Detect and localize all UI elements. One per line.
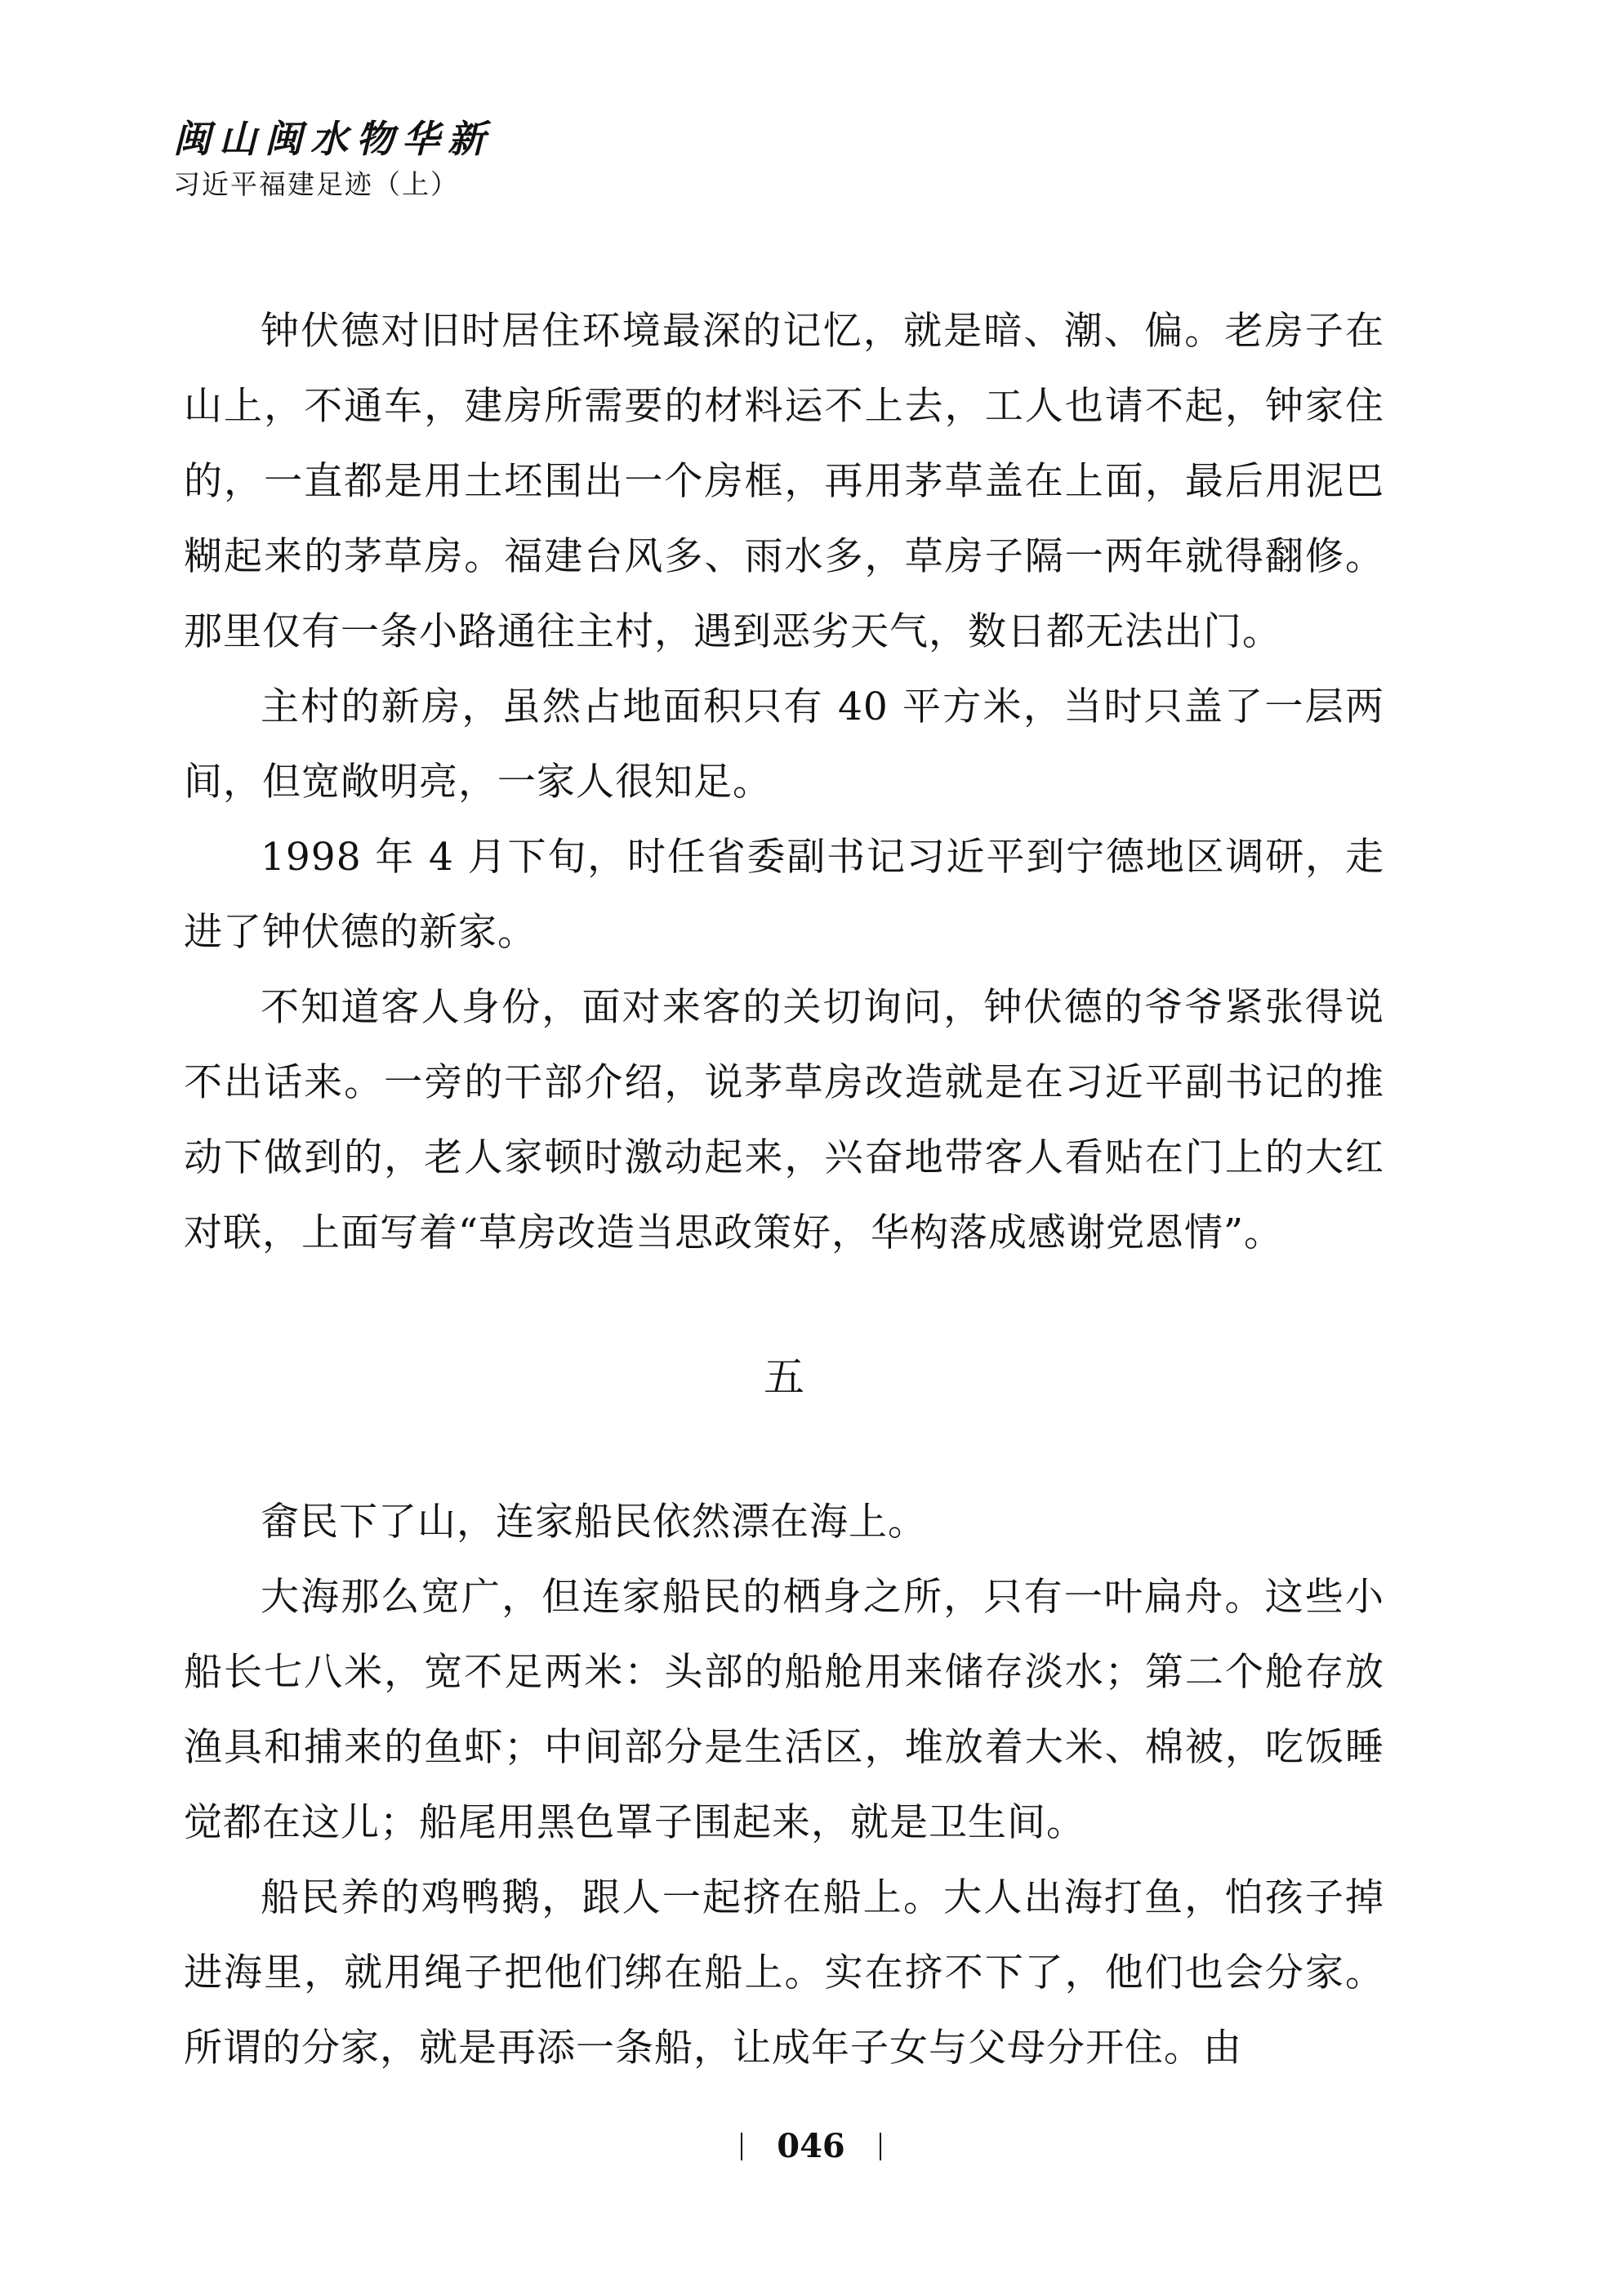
paragraph: 不知道客人身份，面对来客的关切询问，钟伏德的爷爷紧张得说不出话来。一旁的干部介绍，说茅草房改造就是在习近平副书记的推动下做到的，老人家顿时激动起来，兴奋地带客人看贴在门上的大红对联，上面写着“草房改造当思政策好，华构落成感谢党恩情”。 [184, 985, 1384, 1255]
section-heading: 五 [764, 1353, 804, 1401]
book-title: 闽山闽水物华新 [173, 117, 493, 161]
page-number-right-bar [880, 2133, 881, 2160]
body-text [184, 294, 1384, 2086]
paragraph: 船民养的鸡鸭鹅，跟人一起挤在船上。大人出海打鱼，怕孩子掉进海里，就用绳子把他们绑在船上。实在挤不下了，他们也会分家。所谓的分家，就是再添一条船，让成年子女与父母分开住。由 [184, 1875, 1384, 2071]
paragraph: 钟伏德对旧时居住环境最深的记忆，就是暗、潮、偏。老房子在山上，不通车，建房所需要的材料运不上去，工人也请不起，钟家住的，一直都是用土坯围出一个房框，再用茅草盖在上面，最后用泥巴糊起来的茅草房。福建台风多、雨水多，草房子隔一两年就得翻修。那里仅有一条小路通往主村，遇到恶劣天气，数日都无法出门。 [184, 309, 1384, 654]
book-subtitle: 习近平福建足迹（上） [173, 168, 459, 200]
paragraph: 畲民下了山，连家船民依然漂在海上。 [261, 1500, 927, 1545]
paragraph: 大海那么宽广，但连家船民的栖身之所，只有一叶扁舟。这些小船长七八米，宽不足两米：头部的船舱用来储存淡水；第二个舱存放渔具和捕来的鱼虾；中间部分是生活区，堆放着大米、棉被，吃饭睡觉都在这儿；船尾用黑色罩子围起来，就是卫生间。 [184, 1575, 1384, 1845]
paragraph: 主村的新房，虽然占地面积只有 40 平方米，当时只盖了一层两间，但宽敞明亮，一家人很知足。 [184, 684, 1384, 805]
paragraph: 1998 年 4 月下旬，时任省委副书记习近平到宁德地区调研，走进了钟伏德的新家。 [184, 835, 1384, 955]
page-number [0, 2124, 1622, 2167]
page-number-value: 046 [777, 2127, 845, 2165]
running-header [173, 114, 493, 203]
page-number-left-bar [741, 2133, 742, 2160]
